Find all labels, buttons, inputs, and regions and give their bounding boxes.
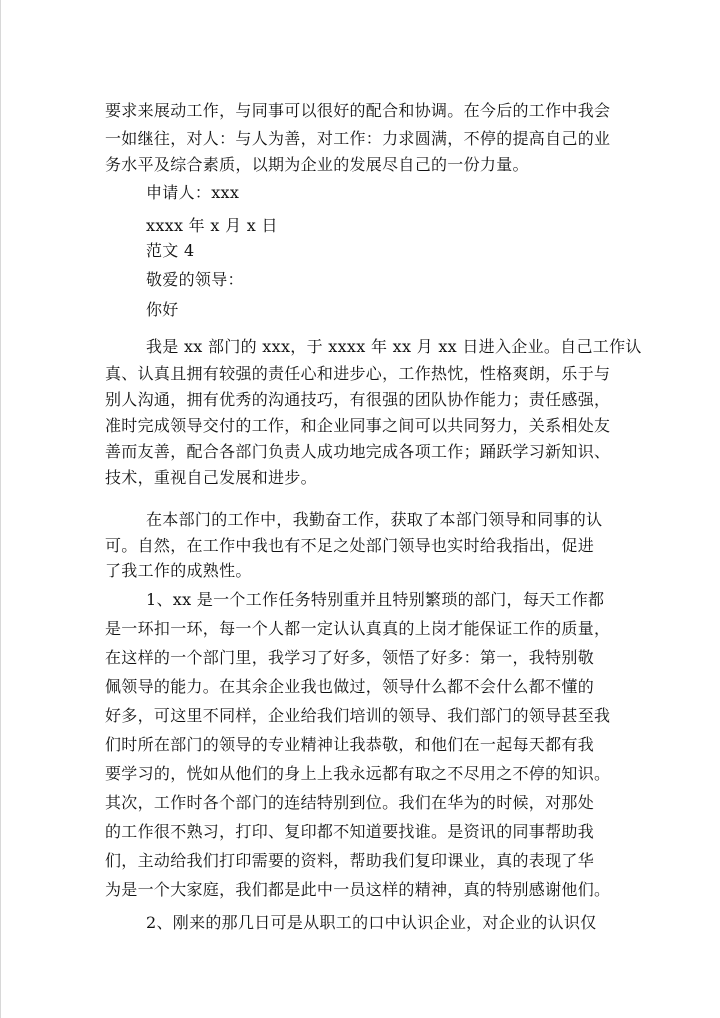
text-line: 务水平及综合素质，以期为企业的发展尽自己的一份力量。 [105, 155, 529, 174]
text-line: 要求来展动工作，与同事可以很好的配合和协调。在今后的工作中我会 [105, 101, 611, 120]
text-line: 准时完成领导交付的工作，和企业同事之间可以共同努力，关系相处友 [105, 416, 611, 435]
text-line: 们时所在部门的领导的专业精神让我恭敬，和他们在一起每天都有我 [105, 735, 595, 754]
text-line: 真、认真且拥有较强的责任心和进步心，工作热忱，性格爽朗，乐于与 [105, 364, 611, 383]
applicant-line: 申请人：xxx [146, 183, 240, 202]
text-line: 在本部门的工作中，我勤奋工作，获取了本部门领导和同事的认 [146, 510, 603, 529]
text-line: 是一环扣一环，每一个人都一定认认真真的上岗才能保证工作的质量， [105, 619, 611, 638]
text-line: 技术，重视自己发展和进步。 [105, 468, 317, 487]
text-line: 我是 xx 部门的 xxx，于 xxxx 年 xx 月 xx 日进入企业。自己工作认 [146, 337, 642, 356]
section-heading: 范文 4 [146, 241, 195, 260]
text-line: 可。自然，在工作中我也有不足之处部门领导也实时给我指出，促进 [105, 536, 595, 555]
salutation: 敬爱的领导： [146, 270, 244, 289]
text-line: 别人沟通，拥有优秀的沟通技巧，有很强的团队协作能力；责任感强， [105, 390, 611, 409]
text-line: 1、xx 是一个工作任务特别重并且特别繁琐的部门，每天工作都 [146, 590, 605, 609]
text-line: 为是一个大家庭，我们都是此中一员这样的精神，真的特别感谢他们。 [105, 880, 611, 899]
text-line: 其次，工作时各个部门的连结特别到位。我们在华为的时候，对那处 [105, 793, 595, 812]
text-line: 一如继往，对人：与人为善，对工作：力求圆满，不停的提高自己的业 [105, 129, 611, 148]
text-line: 好多，可这里不同样，企业给我们培训的领导、我们部门的领导甚至我 [105, 706, 611, 725]
text-line: 2、刚来的那几日可是从职工的口中认识企业，对企业的认识仅 [146, 913, 597, 932]
text-line: 善而友善，配合各部门负责人成功地完成各项工作；踊跃学习新知识、 [105, 442, 611, 461]
text-line: 佩领导的能力。在其余企业我也做过，领导什么都不会什么都不懂的 [105, 677, 595, 696]
text-line: 在这样的一个部门里，我学习了好多，领悟了好多：第一，我特别敬 [105, 648, 595, 667]
greeting: 你好 [146, 300, 179, 319]
date-line: xxxx 年 x 月 x 日 [146, 216, 278, 235]
text-line: 的工作很不熟习，打印、复印都不知道要找谁。是资讯的同事帮助我 [105, 822, 595, 841]
text-line: 要学习的，恍如从他们的身上上我永远都有取之不尽用之不停的知识。 [105, 764, 611, 783]
text-line: 了我工作的成熟性。 [105, 561, 252, 580]
text-line: 们，主动给我们打印需要的资料，帮助我们复印课业，真的表现了华 [105, 851, 595, 870]
